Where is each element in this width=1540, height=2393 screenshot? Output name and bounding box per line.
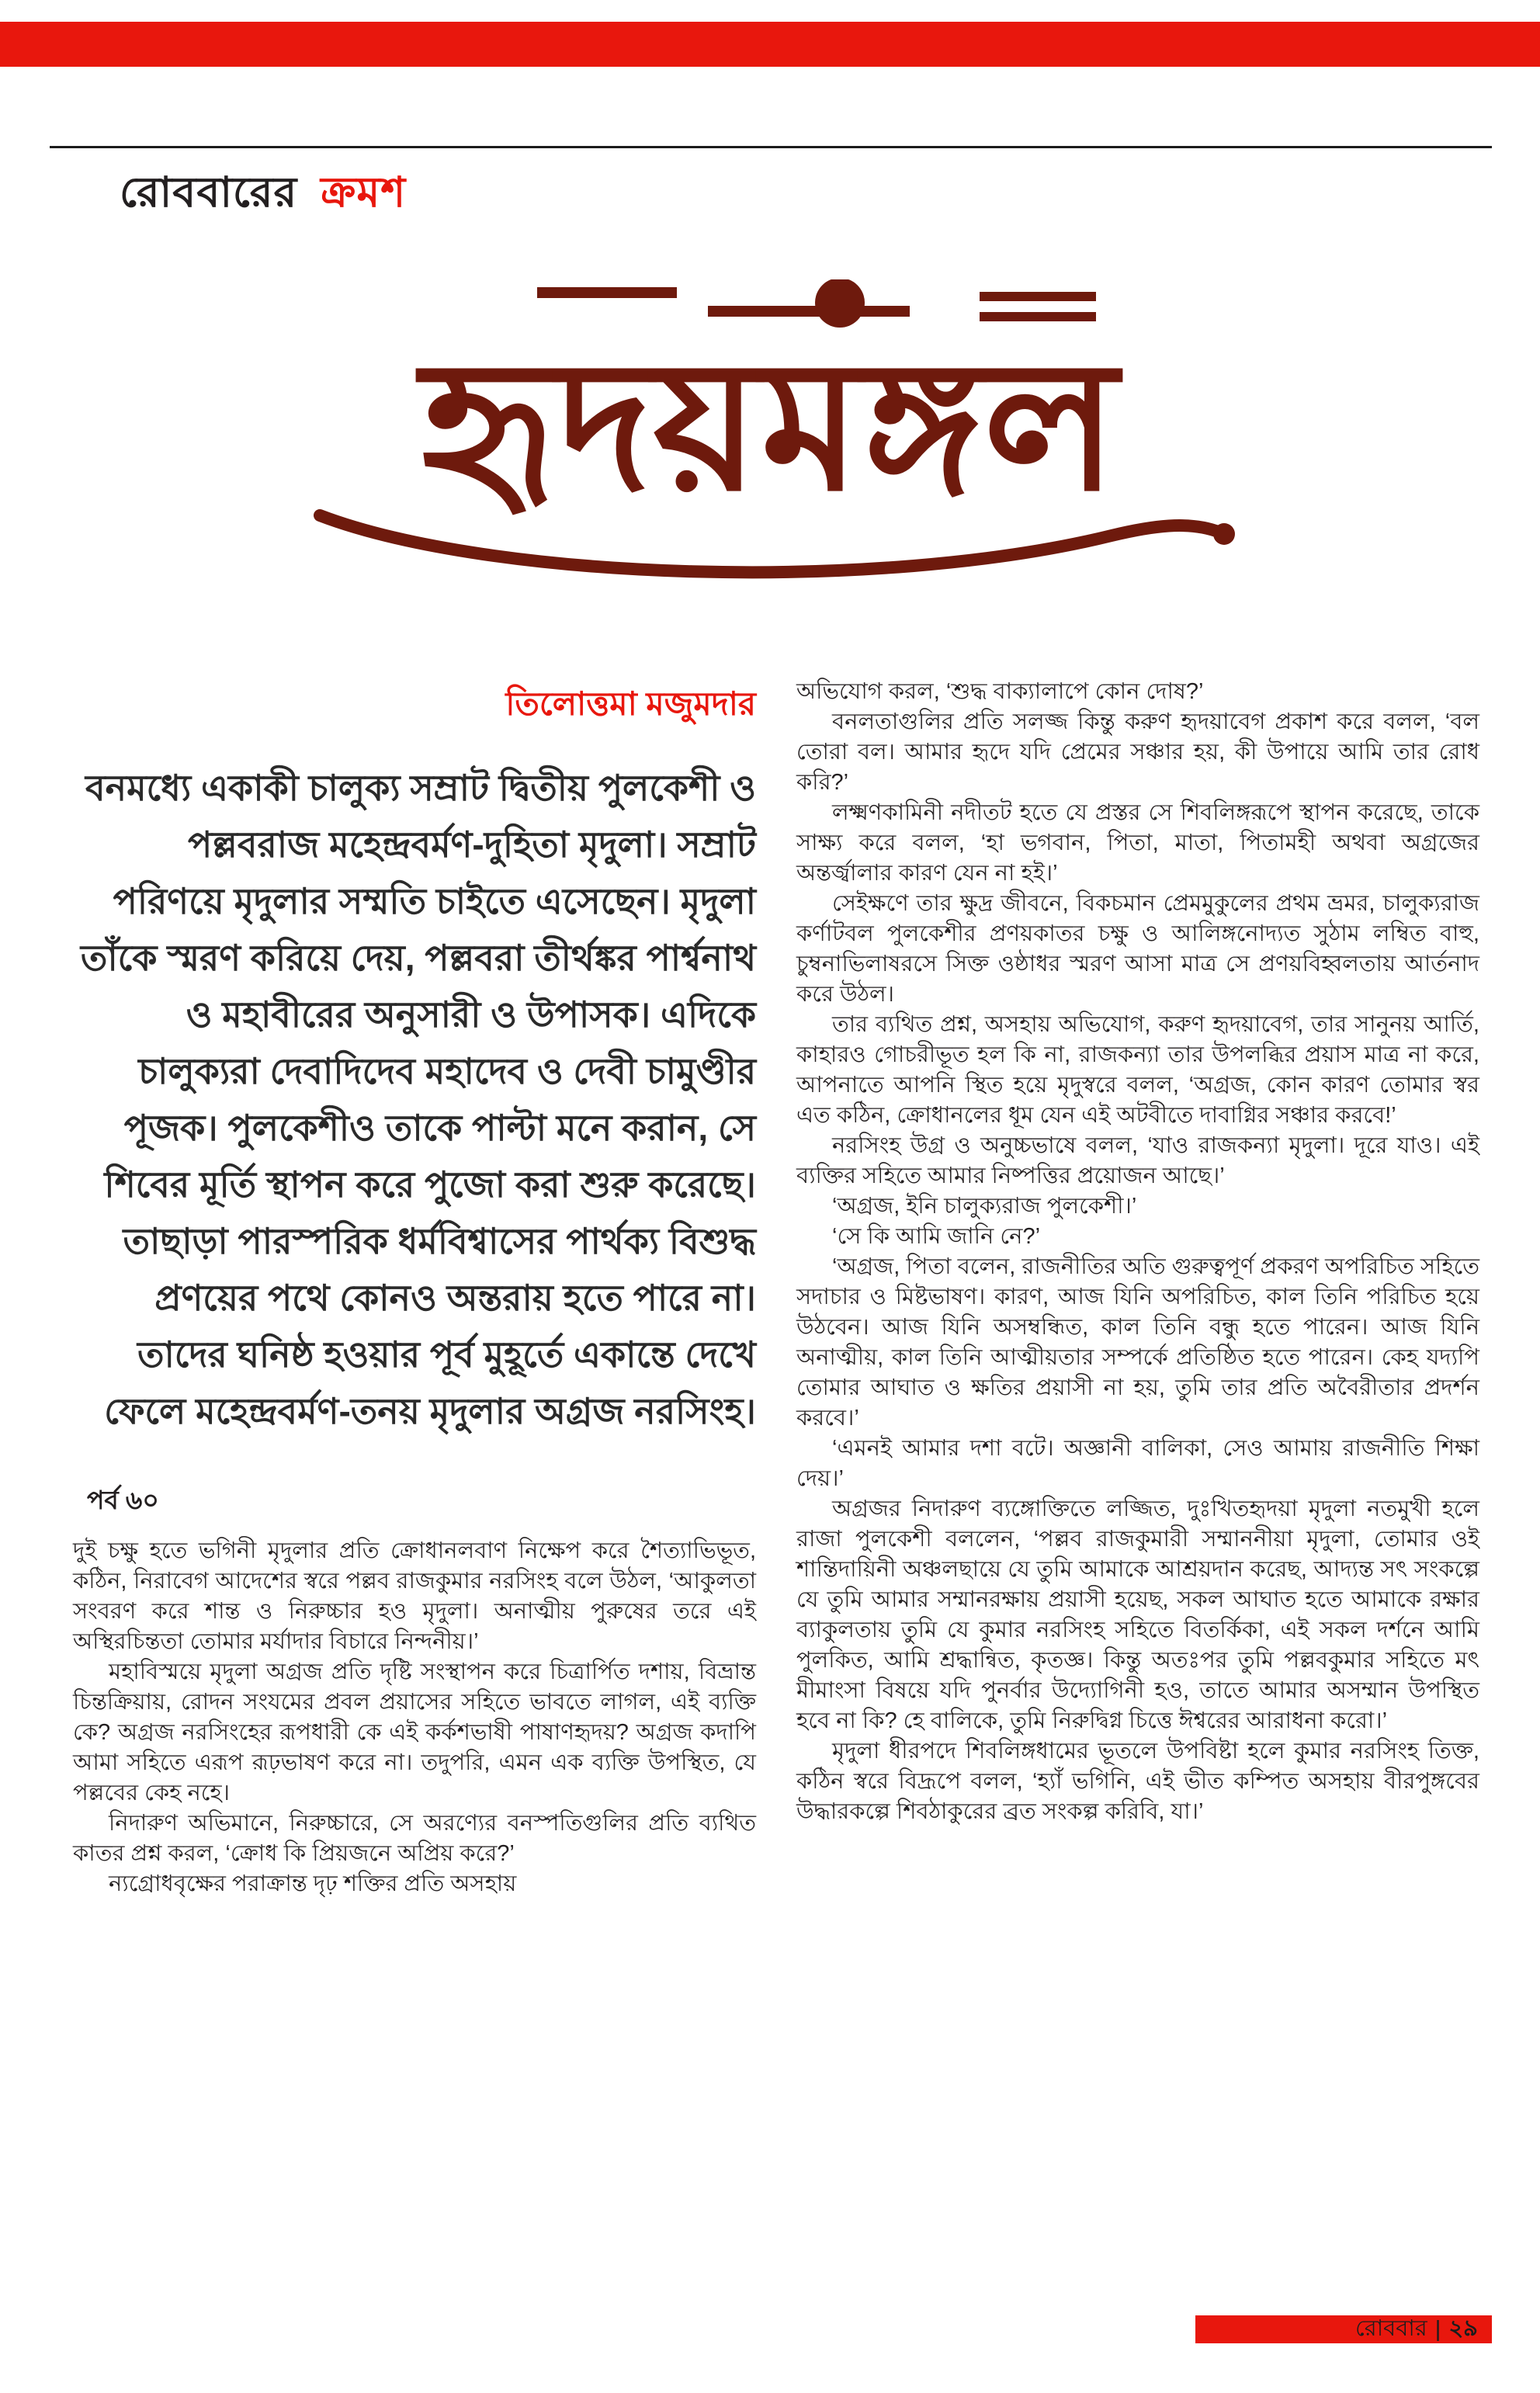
- body-paragraph: ন্যগ্রোধবৃক্ষের পরাক্রান্ত দৃঢ় শক্তির প্রতি অসহায়: [109, 1871, 517, 1896]
- title-dot: [815, 279, 865, 328]
- masthead-word-red: ক্রমশ: [321, 169, 407, 216]
- body-paragraph: সেইক্ষণে তার ক্ষুদ্র জীবনে, বিকচমান প্রেমমুকুলের প্রথম ভ্রমর, চালুক্যরাজ কর্ণাটবল পুলকেশীর প্রণয়কাতর চক্ষু ও আলিঙ্গনোদ্যত সুঠাম লম্বিত বাহু, চুম্বনাভিলাষরসে সিক্ত ওষ্ঠাধর স্মরণ আসা মাত্র সে প্রণয়বিহ্বলতায় আর্তনাদ করে উঠল।: [796, 891, 1479, 1007]
- page-title: হৃদয়মঙ্গল: [421, 328, 1119, 528]
- footer-page-number: ২৯: [1448, 2315, 1478, 2341]
- author-byline: তিলোত্তমা মজুমদার: [505, 685, 756, 722]
- body-paragraph: ‘অগ্রজ, পিতা বলেন, রাজনীতির অতি গুরুত্বপূর্ণ প্রকরণ অপরিচিত সহিতে সদাচার ও মিষ্টভাষণ। কারণ, আজ যিনি অপরিচিত, কাল তিনি পরিচিত হয়ে উঠবেন। আজ যিনি অসম্বন্ধিত, কাল তিনি বন্ধু হতে পারেন। আজ যিনি অনাত্মীয়, কাল তিনি আত্মীয়তার সম্পর্কে প্রতিষ্ঠিত হতে পারেন। কেহ যদ্যপি তোমার আঘাত ও ক্ষতির প্রয়াসী না হয়, তুমি তার প্রতি অবৈরীতার প্রদর্শন করবে।’: [796, 1254, 1479, 1431]
- footer-separator: |: [1434, 2316, 1441, 2342]
- masthead-word-dark: রোববারের: [120, 169, 298, 216]
- intro-summary: বনমধ্যে একাকী চালুক্য সম্রাট দ্বিতীয় পুলকেশী ও পল্লবরাজ মহেন্দ্রবর্মণ-দুহিতা মৃদুলা। সম্রাট পরিণয়ে মৃদুলার সম্মতি চাইতে এসেছেন। মৃদুলা তাঁকে স্মরণ করিয়ে দেয়, পল্লবরা তীর্থঙ্কর পার্শ্বনাথ ও মহাবীরের অনুসারী ও উপাসক। এদিকে চালুক্যরা দেবাদিদেব মহাদেব ও দেবী চামুণ্ডীর পূজক। পুলকেশীও তাকে পাল্টা মনে করান, সে শিবের মূর্তি স্থাপন করে পুজো করা শুরু করেছে। তাছাড়া পারস্পরিক ধর্মবিশ্বাসের পার্থক্য বিশুদ্ধ প্রণয়ের পথে কোনও অন্তরায় হতে পারে না। তাদের ঘনিষ্ঠ হওয়ার পূর্ব মুহূর্তে একান্তে দেখে ফেলে মহেন্দ্রবর্মণ-তনয় মৃদুলার অগ্রজ নরসিংহ।: [80, 768, 756, 1431]
- body-paragraph: ‘এমনই আমার দশা বটে। অজ্ঞানী বালিকা, সেও আমায় রাজনীতি শিক্ষা দেয়।’: [796, 1436, 1479, 1491]
- masthead: [120, 160, 406, 230]
- page-footer: [1195, 2315, 1492, 2343]
- body-columns: [73, 677, 1479, 1899]
- body-paragraph: দুই চক্ষু হতে ভগিনী মৃদুলার প্রতি ক্রোধানলবাণ নিক্ষেপ করে শৈত্যাভিভূত, কঠিন, নিরাবেগ আদেশের স্বরে পল্লব রাজকুমার নরসিংহ বলে উঠল, ‘আকুলতা সংবরণ করে শান্ত ও নিরুচ্চার হও মৃদুলা। অনাত্মীয় পুরুষের তরে এই অস্থিরচিন্ততা তোমার মর্যাদার বিচারে নিন্দনীয়।’: [73, 1538, 756, 1654]
- body-paragraph: মহাবিস্ময়ে মৃদুলা অগ্রজ প্রতি দৃষ্টি সংস্থাপন করে চিত্রার্পিত দশায়, বিভ্রান্ত চিন্তক্রিয়ায়, রোদন সংযমের প্রবল প্রয়াসের সহিতে ভাবতে লাগল, এই ব্যক্তি কে? অগ্রজ নরসিংহের রূপধারী কে এই কর্কশভাষী পাষাণহৃদয়? অগ্রজ কদাপি আমা সহিতে এরূপ রূঢ়ভাষণ করে না। তদুপরি, এমন এক ব্যক্তি উপস্থিত, যে পল্লবের কেহ নহে।: [73, 1659, 756, 1805]
- body-paragraph: অভিযোগ করল, ‘শুদ্ধ বাক্যালাপে কোন দোষ?’: [796, 679, 1204, 704]
- right-column: [796, 677, 1479, 1899]
- body-paragraph: নিদারুণ অভিমানে, নিরুচ্চারে, সে অরণ্যের বনস্পতিগুলির প্রতি ব্যথিত কাতর প্রশ্ন করল, ‘ক্রোধ কি প্রিয়জনে অপ্রিয় করে?’: [73, 1811, 756, 1866]
- header-rule: [50, 146, 1492, 148]
- body-paragraph: নরসিংহ উগ্র ও অনুচ্চভাষে বলল, ‘যাও রাজকন্যা মৃদুলা। দূরে যাও। এই ব্যক্তির সহিতে আমার নিষ্পত্তির প্রয়োজন আছে।’: [796, 1133, 1479, 1188]
- left-column: [73, 677, 756, 1899]
- title-block: [0, 279, 1540, 595]
- body-paragraph: মৃদুলা ধীরপদে শিবলিঙ্গধামের ভূতলে উপবিষ্টা হলে কুমার নরসিংহ তিক্ত, কঠিন স্বরে বিদ্রূপে বলল, ‘হ্যাঁ ভগিনি, এই ভীত কম্পিত অসহায় বীরপুঙ্গবের উদ্ধারকল্পে শিবঠাকুরের ব্রত সংকল্প করিবি, যা।’: [796, 1739, 1479, 1824]
- body-paragraph: ‘অগ্রজ, ইনি চালুক্যরাজ পুলকেশী।’: [832, 1194, 1137, 1219]
- body-paragraph: লক্ষ্মণকামিনী নদীতট হতে যে প্রস্তর সে শিবলিঙ্গরূপে স্থাপন করেছে, তাকে সাক্ষ্য করে বলল, ‘হা ভগবান, পিতা, মাতা, পিতামহী অথবা অগ্রজের অন্তর্জ্বালার কারণ যেন না হই।’: [796, 800, 1479, 886]
- footer-brand: রোববার: [1354, 2315, 1427, 2341]
- top-red-band: [0, 22, 1540, 67]
- episode-label: পর্ব ৬০: [87, 1486, 159, 1514]
- body-paragraph: ‘সে কি আমি জানি নে?’: [832, 1224, 1041, 1249]
- body-paragraph: বনলতাগুলির প্রতি সলজ্জ কিন্তু করুণ হৃদয়াবেগ প্রকাশ করে বলল, ‘বল তোরা বল। আমার হৃদে যদি প্রেমের সঞ্চার হয়, কী উপায়ে আমি তার রোধ করি?’: [796, 709, 1479, 795]
- title-ornament-top: [343, 279, 1197, 334]
- body-paragraph: অগ্রজর নিদারুণ ব্যঙ্গোক্তিতে লজ্জিত, দুঃখিতহৃদয়া মৃদুলা নতমুখী হলে রাজা পুলকেশী বললেন, ‘পল্লব রাজকুমারী সম্মাননীয়া মৃদুলা, তোমার ওই শান্তিদায়িনী অঞ্চলছায়ে যে তুমি আমাকে আশ্রয়দান করেছ, আদ্যন্ত সৎ সংকল্পে যে তুমি আমার সম্মানরক্ষায় প্রয়াসী হয়েছ, সকল আঘাত হতে আমাকে রক্ষার ব্যাকুলতায় তুমি যে কুমার নরসিংহ সহিতে বিতর্কিকা, এই সকল দর্শনে আমি পুলকিত, আমি শ্রদ্ধান্বিত, কৃতজ্ঞ। কিন্তু অতঃপর তুমি পল্লবকুমার সহিতে মৎ মীমাংসা বিষয়ে যদি পুনর্বার উদ্যোগিনী হও, তাতে আমার অসম্মান উপস্থিত হবে না কি? হে বালিকে, তুমি নিরুদ্বিগ্ন চিত্তে ঈশ্বরের আরাধনা করো।’: [796, 1496, 1479, 1733]
- body-paragraph: তার ব্যথিত প্রশ্ন, অসহায় অভিযোগ, করুণ হৃদয়াবেগ, তার সানুনয় আর্তি, কাহারও গোচরীভূত হল কি না, রাজকন্যা তার উপলব্ধির প্রয়াস মাত্র না করে, আপনাতে আপনি স্থিত হয়ে মৃদুস্বরে বলল, ‘অগ্রজ, কোন কারণ তোমার স্বর এত কঠিন, ক্রোধানলের ধূম যেন এই অটবীতে দাবাগ্নির সঞ্চার করবে!’: [796, 1012, 1479, 1128]
